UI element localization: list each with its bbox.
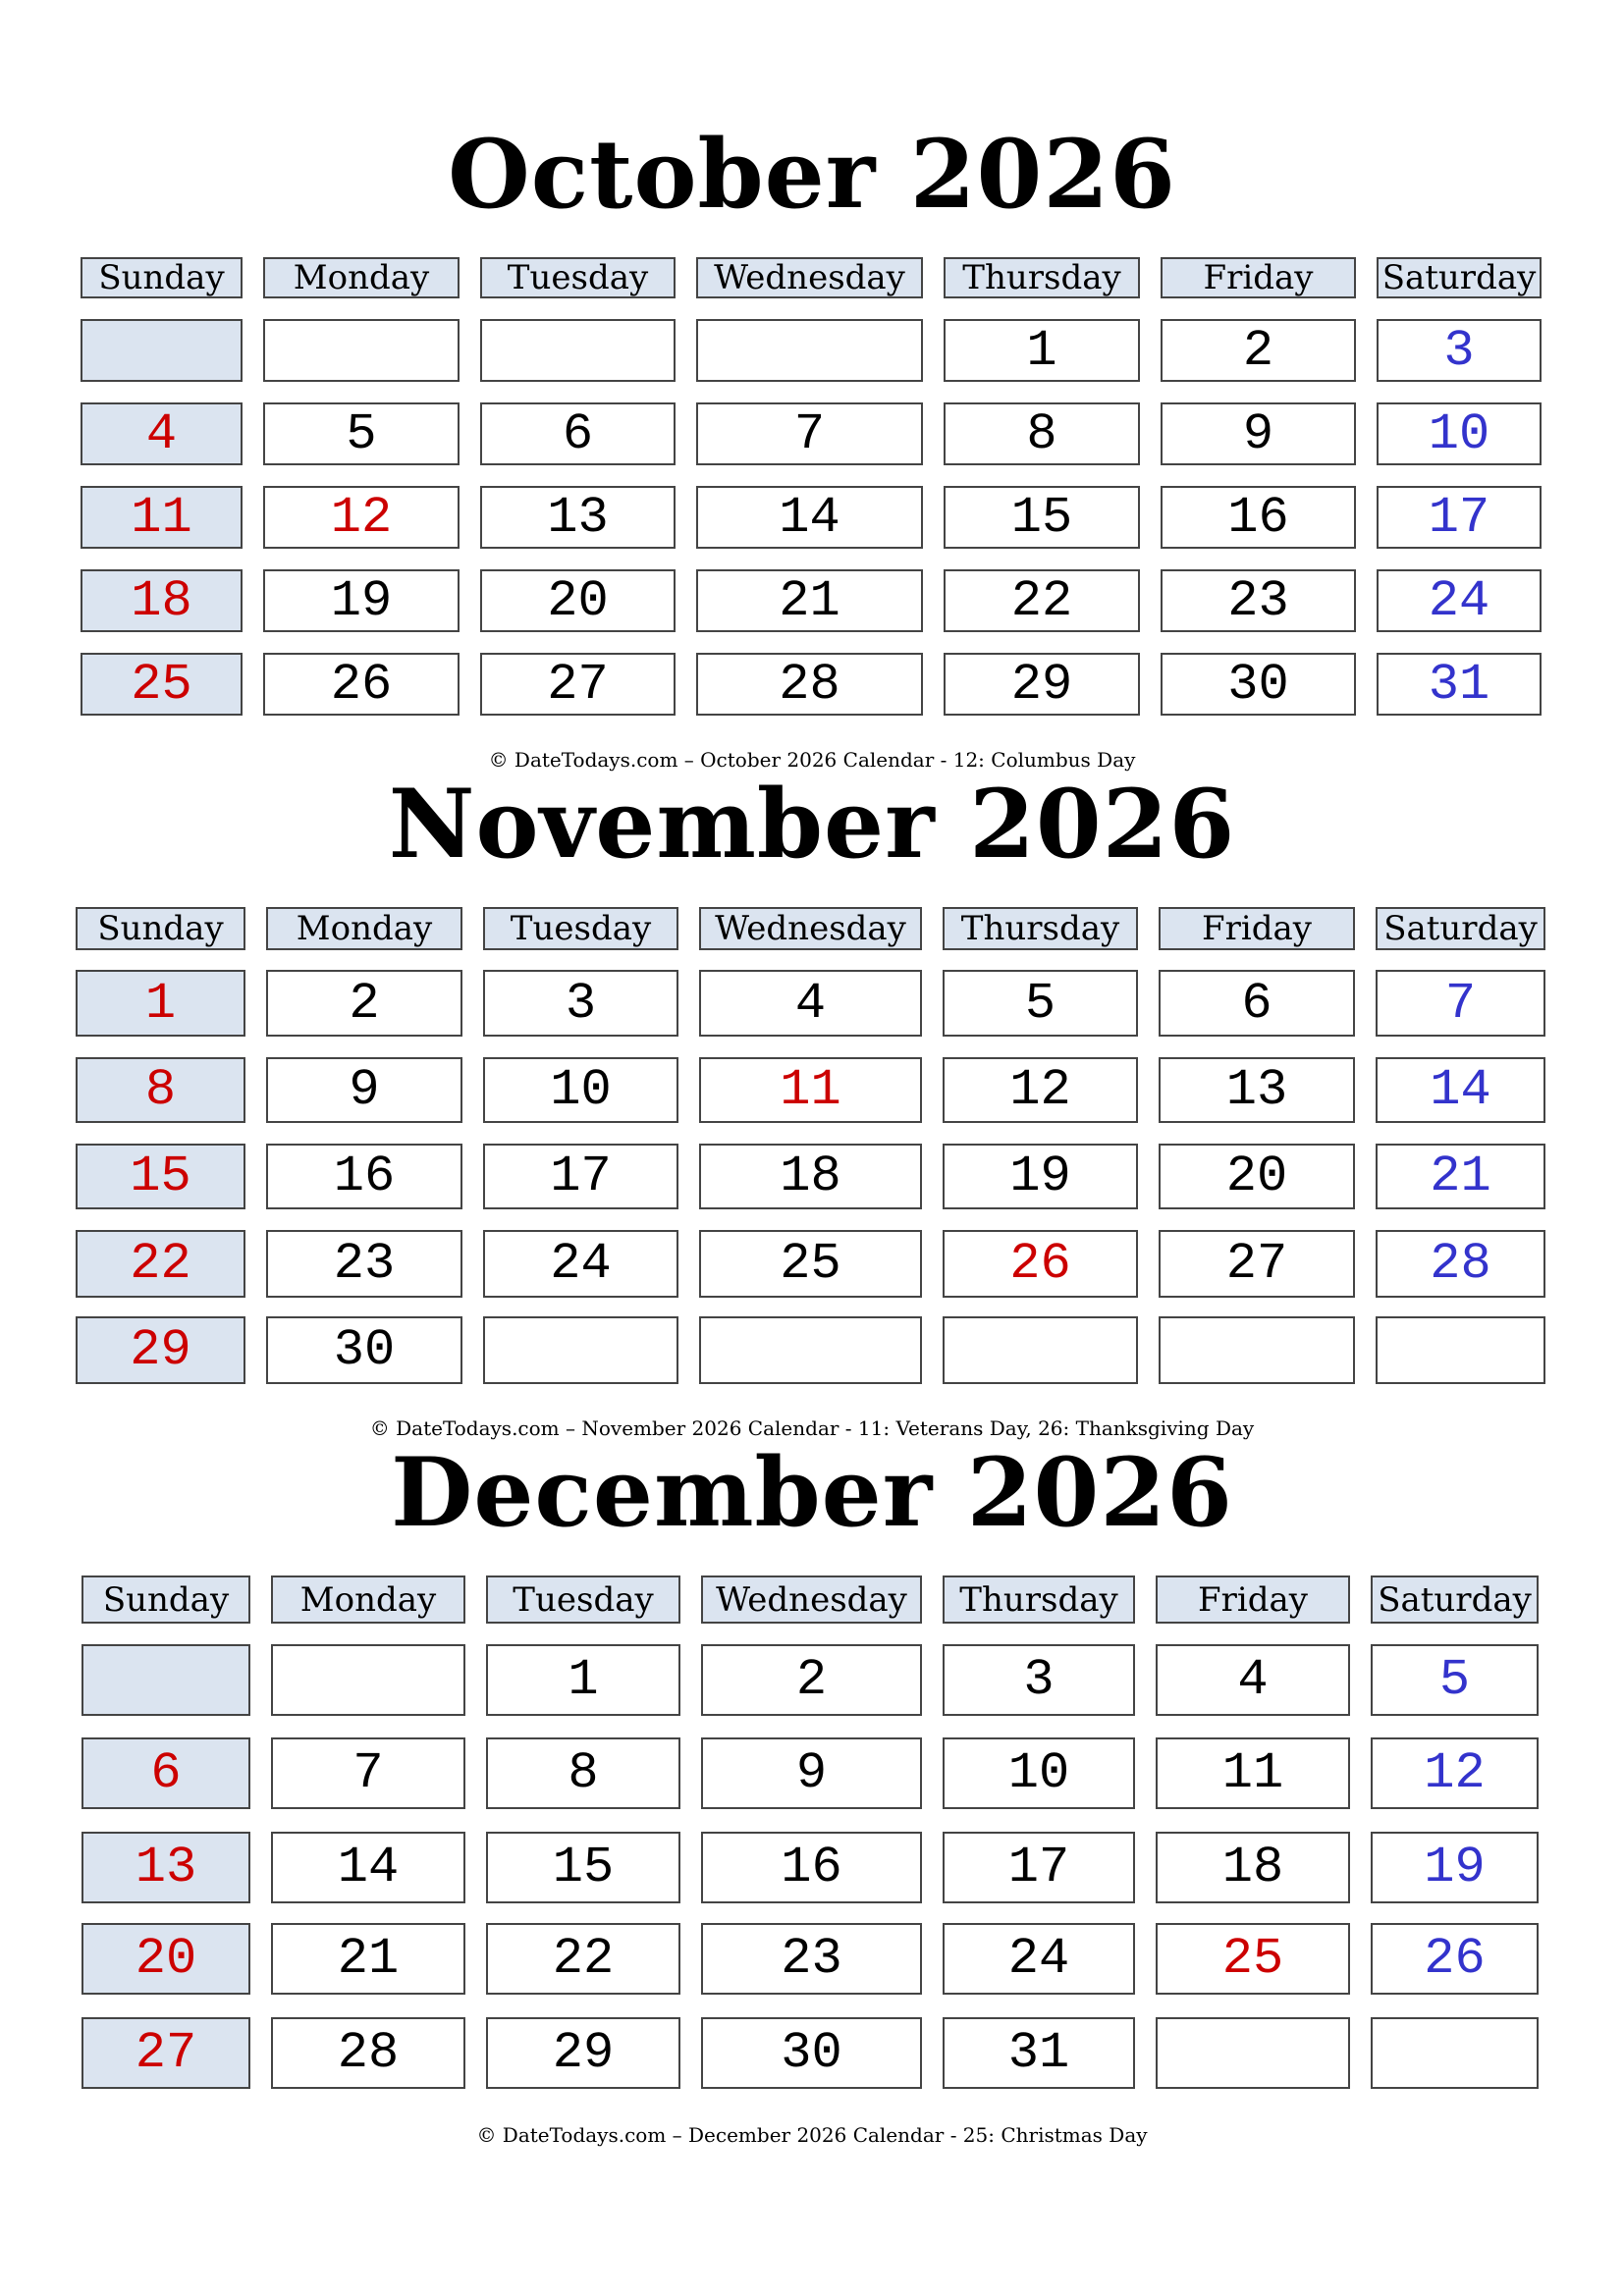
date-cell: 27 bbox=[81, 2017, 250, 2089]
empty-date-cell bbox=[81, 1644, 250, 1716]
month-title: November 2026 bbox=[388, 769, 1236, 880]
date-cell: 7 bbox=[696, 402, 923, 465]
date-cell: 1 bbox=[76, 970, 245, 1037]
date-cell: 28 bbox=[271, 2017, 465, 2089]
date-cell: 22 bbox=[944, 569, 1140, 632]
date-cell: 12 bbox=[943, 1057, 1138, 1123]
date-cell: 30 bbox=[701, 2017, 922, 2089]
holiday-date-cell: 11 bbox=[699, 1057, 922, 1123]
date-cell: 16 bbox=[266, 1144, 462, 1209]
date-cell: 15 bbox=[486, 1832, 680, 1903]
month-title: December 2026 bbox=[391, 1437, 1233, 1548]
date-cell: 21 bbox=[1376, 1144, 1545, 1209]
date-cell: 20 bbox=[1159, 1144, 1355, 1209]
empty-date-cell bbox=[699, 1316, 922, 1384]
date-cell: 27 bbox=[1159, 1230, 1355, 1298]
date-cell: 28 bbox=[1376, 1230, 1545, 1298]
date-cell: 16 bbox=[701, 1832, 922, 1903]
date-cell: 18 bbox=[81, 569, 243, 632]
date-cell: 8 bbox=[76, 1057, 245, 1123]
date-cell: 24 bbox=[483, 1230, 678, 1298]
date-cell: 20 bbox=[480, 569, 676, 632]
weekday-header-wednesday: Wednesday bbox=[699, 907, 922, 950]
date-cell: 10 bbox=[943, 1737, 1135, 1809]
date-cell: 17 bbox=[1377, 486, 1542, 549]
date-cell: 3 bbox=[483, 970, 678, 1037]
empty-date-cell bbox=[696, 319, 923, 382]
weekday-header-monday: Monday bbox=[263, 257, 460, 298]
date-cell: 26 bbox=[263, 653, 460, 716]
weekday-header-tuesday: Tuesday bbox=[480, 257, 676, 298]
date-cell: 31 bbox=[943, 2017, 1135, 2089]
empty-date-cell bbox=[81, 319, 243, 382]
date-cell: 17 bbox=[943, 1832, 1135, 1903]
date-cell: 6 bbox=[480, 402, 676, 465]
date-cell: 24 bbox=[943, 1923, 1135, 1995]
weekday-header-monday: Monday bbox=[271, 1575, 465, 1624]
date-cell: 9 bbox=[1161, 402, 1356, 465]
date-cell: 31 bbox=[1377, 653, 1542, 716]
date-cell: 27 bbox=[480, 653, 676, 716]
weekday-header-wednesday: Wednesday bbox=[696, 257, 923, 298]
date-cell: 2 bbox=[266, 970, 462, 1037]
date-cell: 25 bbox=[81, 653, 243, 716]
month-title: October 2026 bbox=[448, 119, 1176, 230]
calendar-footer-note: © DateTodays.com – November 2026 Calendar - 11: Veterans Day, 26: Thanksgiving Day bbox=[369, 1416, 1255, 1440]
date-cell: 13 bbox=[81, 1832, 250, 1903]
date-cell: 12 bbox=[1371, 1737, 1539, 1809]
holiday-date-cell: 25 bbox=[1156, 1923, 1350, 1995]
date-cell: 10 bbox=[1377, 402, 1542, 465]
date-cell: 19 bbox=[1371, 1832, 1539, 1903]
weekday-header-sunday: Sunday bbox=[81, 1575, 250, 1624]
date-cell: 7 bbox=[271, 1737, 465, 1809]
date-cell: 29 bbox=[76, 1316, 245, 1384]
empty-date-cell bbox=[263, 319, 460, 382]
date-cell: 29 bbox=[944, 653, 1140, 716]
weekday-header-tuesday: Tuesday bbox=[483, 907, 678, 950]
date-cell: 3 bbox=[1377, 319, 1542, 382]
date-cell: 14 bbox=[271, 1832, 465, 1903]
date-cell: 1 bbox=[486, 1644, 680, 1716]
date-cell: 15 bbox=[944, 486, 1140, 549]
empty-date-cell bbox=[1156, 2017, 1350, 2089]
holiday-date-cell: 26 bbox=[943, 1230, 1138, 1298]
date-cell: 6 bbox=[1159, 970, 1355, 1037]
calendar-footer-note: © DateTodays.com – October 2026 Calendar - 12: Columbus Day bbox=[488, 748, 1136, 772]
holiday-date-cell: 12 bbox=[263, 486, 460, 549]
date-cell: 19 bbox=[263, 569, 460, 632]
weekday-header-saturday: Saturday bbox=[1376, 907, 1545, 950]
date-cell: 10 bbox=[483, 1057, 678, 1123]
date-cell: 25 bbox=[699, 1230, 922, 1298]
weekday-header-sunday: Sunday bbox=[76, 907, 245, 950]
date-cell: 7 bbox=[1376, 970, 1545, 1037]
date-cell: 30 bbox=[1161, 653, 1356, 716]
date-cell: 8 bbox=[944, 402, 1140, 465]
date-cell: 5 bbox=[943, 970, 1138, 1037]
weekday-header-thursday: Thursday bbox=[944, 257, 1140, 298]
date-cell: 2 bbox=[1161, 319, 1356, 382]
empty-date-cell bbox=[1371, 2017, 1539, 2089]
weekday-header-saturday: Saturday bbox=[1371, 1575, 1539, 1624]
date-cell: 20 bbox=[81, 1923, 250, 1995]
date-cell: 21 bbox=[271, 1923, 465, 1995]
date-cell: 22 bbox=[486, 1923, 680, 1995]
date-cell: 16 bbox=[1161, 486, 1356, 549]
date-cell: 5 bbox=[1371, 1644, 1539, 1716]
weekday-header-tuesday: Tuesday bbox=[486, 1575, 680, 1624]
date-cell: 9 bbox=[266, 1057, 462, 1123]
empty-date-cell bbox=[1376, 1316, 1545, 1384]
date-cell: 1 bbox=[944, 319, 1140, 382]
date-cell: 23 bbox=[701, 1923, 922, 1995]
weekday-header-sunday: Sunday bbox=[81, 257, 243, 298]
date-cell: 4 bbox=[1156, 1644, 1350, 1716]
weekday-header-monday: Monday bbox=[266, 907, 462, 950]
weekday-header-friday: Friday bbox=[1161, 257, 1356, 298]
weekday-header-thursday: Thursday bbox=[943, 907, 1138, 950]
empty-date-cell bbox=[480, 319, 676, 382]
date-cell: 5 bbox=[263, 402, 460, 465]
date-cell: 21 bbox=[696, 569, 923, 632]
date-cell: 8 bbox=[486, 1737, 680, 1809]
date-cell: 22 bbox=[76, 1230, 245, 1298]
weekday-header-wednesday: Wednesday bbox=[701, 1575, 922, 1624]
date-cell: 13 bbox=[480, 486, 676, 549]
date-cell: 13 bbox=[1159, 1057, 1355, 1123]
date-cell: 29 bbox=[486, 2017, 680, 2089]
weekday-header-saturday: Saturday bbox=[1377, 257, 1542, 298]
date-cell: 6 bbox=[81, 1737, 250, 1809]
date-cell: 15 bbox=[76, 1144, 245, 1209]
date-cell: 4 bbox=[699, 970, 922, 1037]
date-cell: 26 bbox=[1371, 1923, 1539, 1995]
date-cell: 3 bbox=[943, 1644, 1135, 1716]
date-cell: 17 bbox=[483, 1144, 678, 1209]
date-cell: 11 bbox=[1156, 1737, 1350, 1809]
calendar-footer-note: © DateTodays.com – December 2026 Calendar - 25: Christmas Day bbox=[476, 2123, 1148, 2147]
date-cell: 4 bbox=[81, 402, 243, 465]
empty-date-cell bbox=[271, 1644, 465, 1716]
empty-date-cell bbox=[483, 1316, 678, 1384]
weekday-header-thursday: Thursday bbox=[943, 1575, 1135, 1624]
empty-date-cell bbox=[1159, 1316, 1355, 1384]
date-cell: 23 bbox=[1161, 569, 1356, 632]
date-cell: 9 bbox=[701, 1737, 922, 1809]
date-cell: 30 bbox=[266, 1316, 462, 1384]
date-cell: 18 bbox=[1156, 1832, 1350, 1903]
weekday-header-friday: Friday bbox=[1156, 1575, 1350, 1624]
date-cell: 19 bbox=[943, 1144, 1138, 1209]
date-cell: 24 bbox=[1377, 569, 1542, 632]
date-cell: 14 bbox=[1376, 1057, 1545, 1123]
empty-date-cell bbox=[943, 1316, 1138, 1384]
date-cell: 23 bbox=[266, 1230, 462, 1298]
date-cell: 11 bbox=[81, 486, 243, 549]
date-cell: 28 bbox=[696, 653, 923, 716]
date-cell: 14 bbox=[696, 486, 923, 549]
date-cell: 2 bbox=[701, 1644, 922, 1716]
date-cell: 18 bbox=[699, 1144, 922, 1209]
weekday-header-friday: Friday bbox=[1159, 907, 1355, 950]
